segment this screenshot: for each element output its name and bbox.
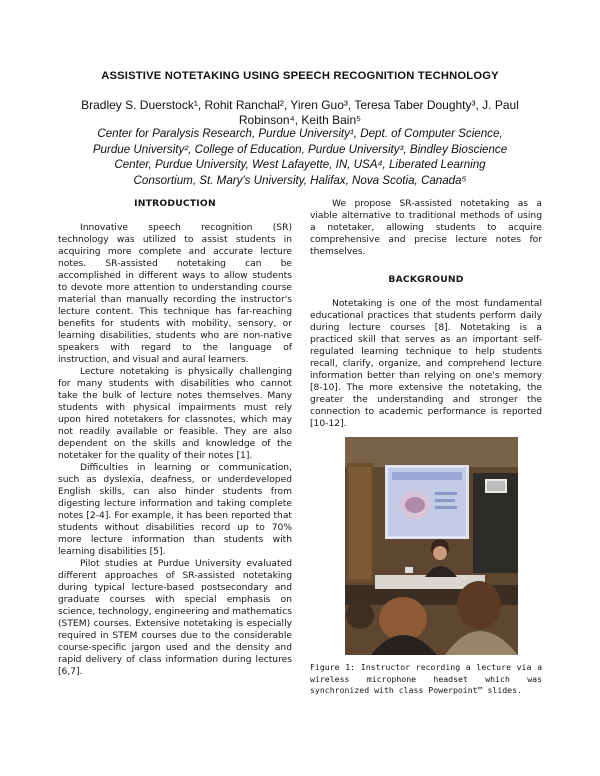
intro-paragraph: Innovative speech recognition (SR) technology was utilized to assist students in acquiring more complete and accurate lecture notes. SR-assisted notetaking can be accomplished in different ways to allow students to devote more attention to understanding course material than manually recording the instructor's lecture content. This technique has far-reaching benefits for students with mobility, sensory, or learning disabilities, students who are non-native speakers with regard to the language of instruction, and visual and aural learners. [58,223,292,365]
affiliation-line: Purdue University², College of Education, Purdue University³, Bindley Bioscience [92,142,508,156]
author-line-1: Bradley S. Duerstock¹, Rohit Ranchal², Yiren Guo³, Teresa Taber Doughty³, J. Paul [81,98,519,112]
affiliations [48,126,552,188]
affiliation-line: Consortium, St. Mary's University, Halifax, Nova Scotia, Canada⁵ [133,173,467,187]
affiliation-line: Center, Purdue University, West Lafayette, IN, USA⁴, Liberated Learning [114,158,486,171]
figure-caption: Figure 1: Instructor recording a lecture via a wireless microphone headset which was synchronized with class Powerpoint™ slides. [310,662,542,695]
author-line-2: Robinson⁴, Keith Bain⁵ [238,113,362,127]
lecture-photo-illustration [345,437,518,655]
left-column [58,198,292,678]
background-heading: BACKGROUND [388,274,464,285]
introduction-heading: INTRODUCTION [134,198,216,209]
intro-paragraph: Pilot studies at Purdue University evaluated different approaches of SR-assisted notetaking during typical lecture-based postsecondary and graduate courses with special emphasis on science, technology, engineering and mathematics (STEM) courses. Extensive notetaking is especially required in STEM courses due to the considerable course-specific jargon used and the density and rapid delivery of class information during lectures [6,7]. [58,559,292,677]
intro-paragraph: Lecture notetaking is physically challenging for many students with disabilities who cannot take the bulk of lecture notes themselves. Many students with physical impairments must rely upon hired notetakers for classnotes, which may not readily available or feasible. They are also dependent on the skills and knowledge of the notetaker for the quality of their notes [1]. [58,367,292,461]
proposal-paragraph: We propose SR-assisted notetaking as a viable alternative to traditional methods of using a notetaker, allowing students to acquire comprehensive and precise lecture notes for themselves. [310,199,542,257]
lecture-photo [345,437,518,655]
author-list [48,98,552,128]
right-column [310,198,542,430]
affiliation-line: Center for Paralysis Research, Purdue University¹, Dept. of Computer Science, [97,127,503,140]
paper-title: ASSISTIVE NOTETAKING USING SPEECH RECOGNITION TECHNOLOGY [101,70,499,82]
background-paragraph: Notetaking is one of the most fundamental educational practices that students perform daily during lecture courses [8]. Notetaking is a practiced skill that serves as an important self-regulated learning technique to help students recall, clarify, organize, and comprehend lecture information better than relying on one's memory [8-10]. The more extensive the notetaking, the greater the understanding and stronger the connection to academic performance is reported [10-12]. [310,299,542,429]
intro-paragraph: Difficulties in learning or communication, such as dyslexia, deafness, or underdeveloped English skills, can also hinder students from digesting lecture information and taking complete notes [2-4]. For example, it has been reported that students without disabilities record up to 70% more lecture information than students with learning disabilities [5]. [58,463,292,557]
